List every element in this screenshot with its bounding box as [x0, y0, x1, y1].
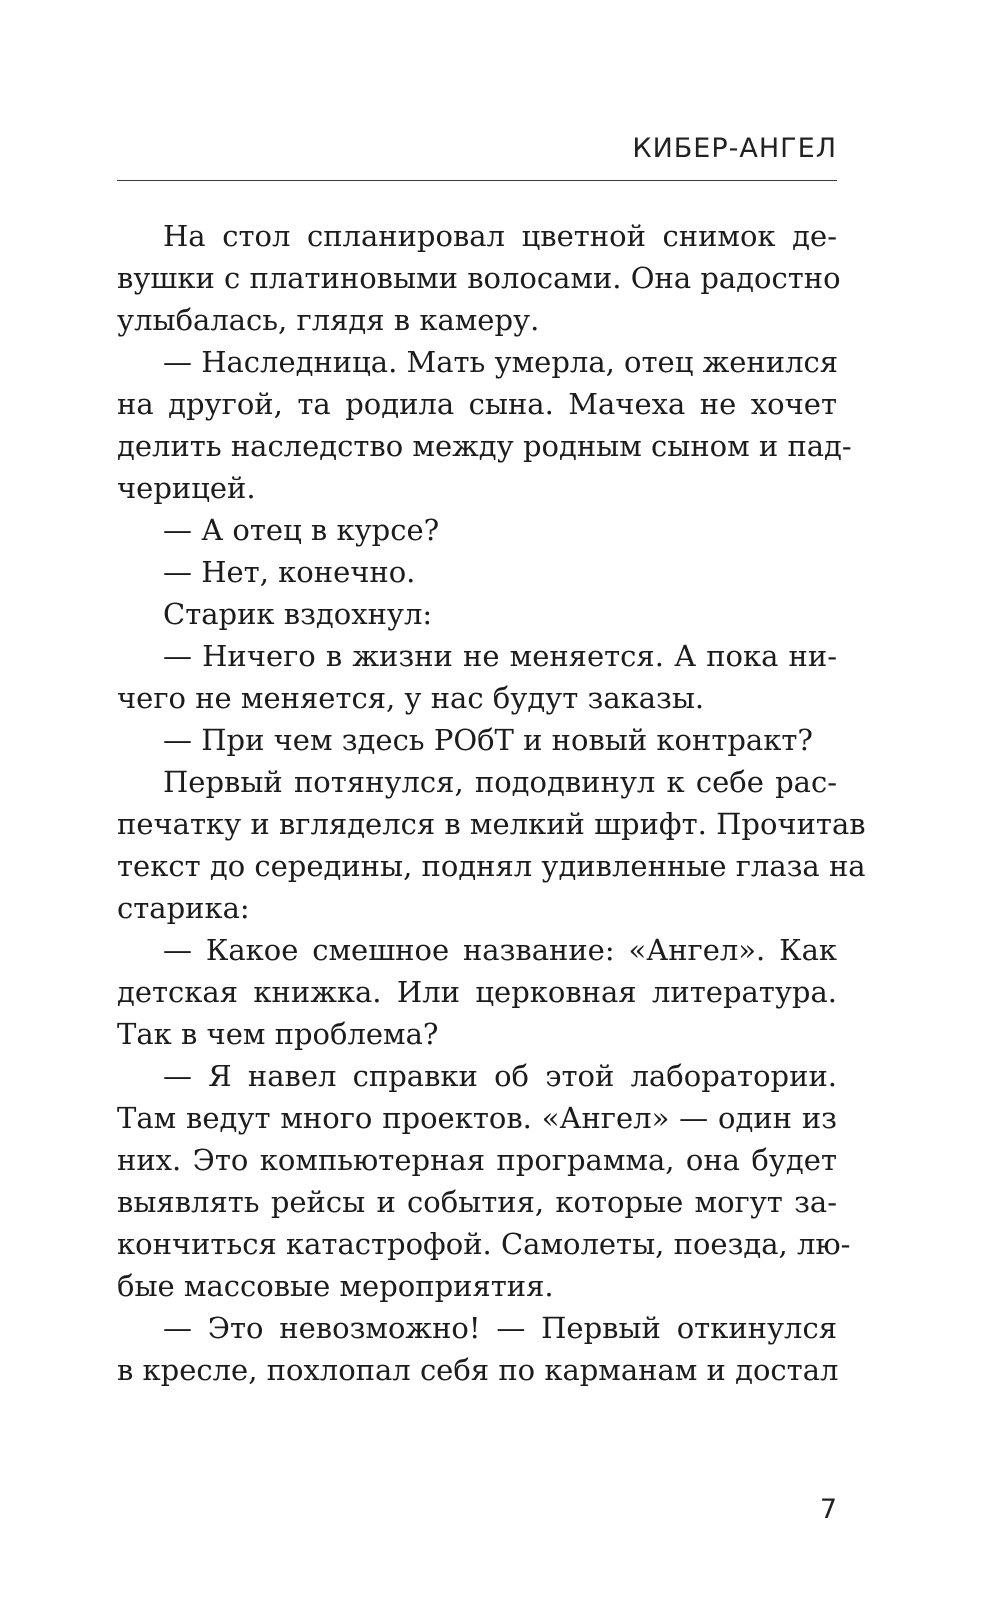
text-line: вушки с платиновыми волосами. Она радостно: [117, 261, 841, 295]
page-number: 7: [819, 1494, 837, 1525]
running-head-title: КИБЕР-АНГЕЛ: [632, 133, 837, 164]
text-line: — Какое смешное название: «Ангел». Как: [163, 933, 837, 967]
text-line: — Ничего в жизни не меняется. А пока ни-: [163, 639, 837, 673]
text-line: — Это невозможно! — Первый откинулся: [163, 1311, 837, 1345]
text-line: на другой, та родила сына. Мачеха не хочет: [117, 387, 837, 421]
text-line: — При чем здесь РОбТ и новый контракт?: [163, 723, 813, 757]
text-line: улыбалась, глядя в камеру.: [117, 303, 540, 337]
text-line: — Наследница. Мать умерла, отец женился: [163, 345, 839, 379]
text-line: них. Это компьютерная программа, она будет: [117, 1143, 837, 1177]
body-text: [117, 215, 866, 1391]
text-line: На стол спланировал цветной снимок де-: [163, 219, 837, 253]
text-line: старика:: [117, 891, 250, 925]
text-line: текст до середины, поднял удивленные глаза на: [117, 849, 866, 883]
text-line: — Я навел справки об этой лаборатории.: [163, 1059, 837, 1093]
text-line: выявлять рейсы и события, которые могут за-: [117, 1185, 837, 1219]
header-rule: [117, 180, 837, 181]
text-line: кончиться катастрофой. Самолеты, поезда, лю-: [117, 1227, 851, 1261]
text-line: делить наследство между родным сыном и пад-: [117, 429, 852, 463]
text-line: Так в чем проблема?: [117, 1017, 439, 1051]
text-line: Старик вздохнул:: [163, 597, 433, 631]
text-line: бые массовые мероприятия.: [117, 1269, 554, 1303]
text-line: — А отец в курсе?: [163, 513, 440, 547]
text-line: в кресле, похлопал себя по карманам и достал: [117, 1353, 839, 1387]
text-line: чего не меняется, у нас будут заказы.: [117, 681, 705, 715]
text-line: детская книжка. Или церковная литература.: [117, 975, 837, 1009]
text-line: — Нет, конечно.: [163, 555, 416, 589]
text-line: Там ведут много проектов. «Ангел» — один из: [117, 1101, 837, 1135]
text-line: черицей.: [117, 471, 256, 505]
text-line: Первый потянулся, пододвинул к себе рас-: [163, 765, 837, 799]
text-line: печатку и вгляделся в мелкий шрифт. Прочитав: [117, 807, 866, 841]
